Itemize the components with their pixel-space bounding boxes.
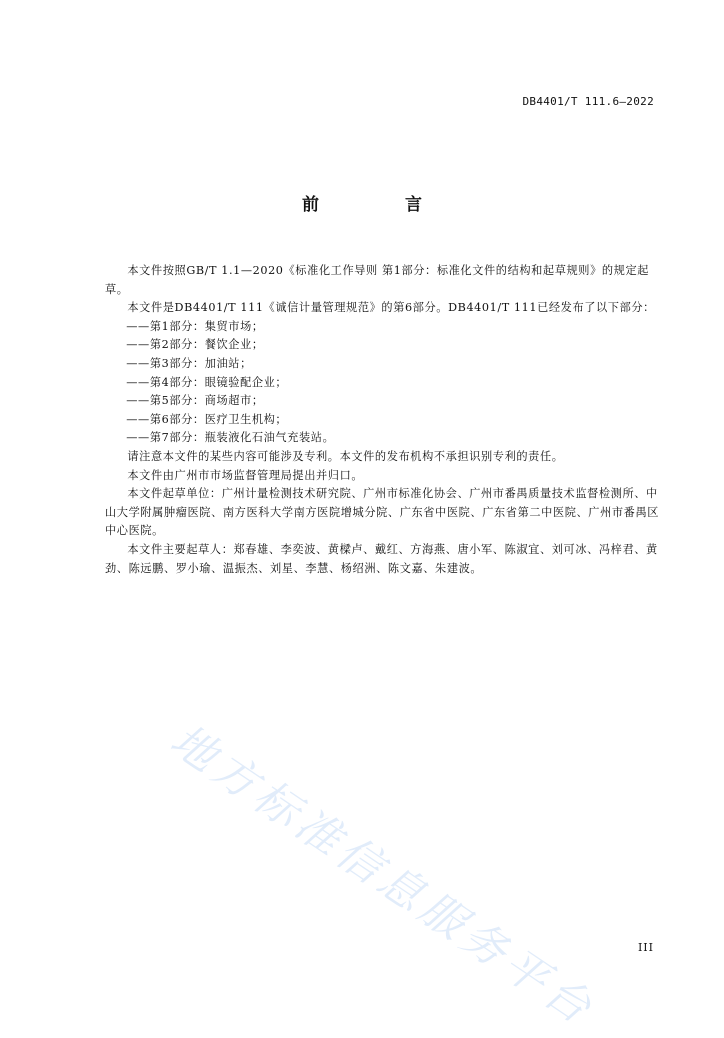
list-item-part-6: ——第6部分：医疗卫生机构； [126,412,288,426]
watermark-text: 地方标准信息服务平台 [161,714,605,1037]
page-number: III [637,941,654,954]
list-item-part-1: ——第1部分：集贸市场； [126,319,264,333]
paragraph-drafters: 本文件主要起草人：郑春雄、李奕波、黄樑卢、戴红、方海燕、唐小军、陈淑宜、刘可冰、冯梓君、黄劲、陈远鹏、罗小瑜、温振杰、刘星、李慧、杨绍洲、陈文嘉、朱建波。 [105,542,658,575]
paragraph-drafting-rules: 本文件按照GB/T 1.1—2020《标准化工作导则 第1部分：标准化文件的结构和起草规则》的规定起草。 [105,264,650,296]
document-code: DB4401/T 111.6—2022 [522,95,654,108]
paragraph-patent-notice: 请注意本文件的某些内容可能涉及专利。本文件的发布机构不承担识别专利的责任。 [127,449,564,463]
paragraph-drafting-units: 本文件起草单位：广州计量检测技术研究院、广州市标准化协会、广州市番禺质量技术监督检测所、中山大学附属肿瘤医院、南方医科大学南方医院增城分院、广东省中医院、广东省第二中医院、广州市番禺区中心医院。 [105,487,660,538]
list-item-part-3: ——第3部分：加油站； [126,356,252,370]
foreword-body [105,262,660,578]
list-item-part-4: ——第4部分：眼镜验配企业； [126,375,288,389]
section-title: 前 言 [302,195,462,215]
paragraph-series-intro: 本文件是DB4401/T 111《诚信计量管理规范》的第6部分。DB4401/T 111已经发布了以下部分： [127,301,655,315]
list-item-part-5: ——第5部分：商场超市； [126,394,264,408]
paragraph-proposer: 本文件由广州市市场监督管理局提出并归口。 [127,468,364,482]
list-item-part-7: ——第7部分：瓶装液化石油气充装站。 [126,431,335,445]
list-item-part-2: ——第2部分：餐饮企业； [126,338,264,352]
